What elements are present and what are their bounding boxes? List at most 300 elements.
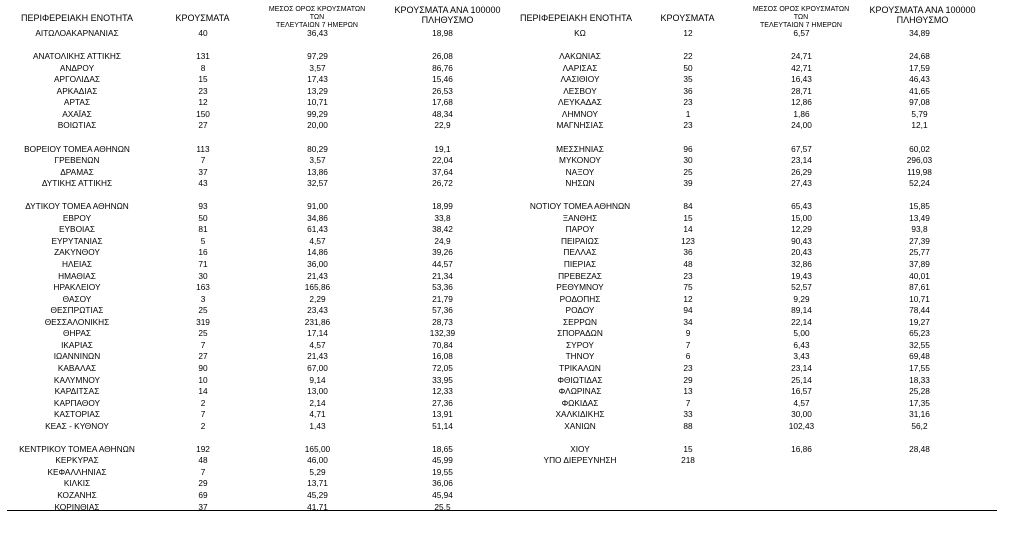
cell-region: ΚΑΛΥΜΝΟΥ [53, 374, 101, 385]
cell-region: ΒΟΙΩΤΙΑΣ [57, 120, 97, 131]
cell-cases: 218 [681, 455, 695, 466]
cell-region: ΚΑΡΔΙΤΣΑΣ [54, 386, 100, 397]
cell-per100k: 46,43 [909, 74, 930, 85]
table-row [0, 74, 510, 85]
cell-per100k: 13,49 [909, 212, 930, 223]
cell-avg7: 41,71 [307, 501, 328, 512]
cell-per100k: 36,06 [432, 478, 453, 489]
cell-cases: 15 [683, 443, 693, 454]
cell-cases: 9 [685, 328, 691, 339]
cell-per100k: 19,55 [432, 466, 453, 477]
cell-per100k: 132,39 [429, 328, 456, 339]
cell-cases: 25 [198, 328, 208, 339]
cell-per100k: 72,05 [432, 362, 453, 373]
cell-cases: 15 [683, 212, 693, 223]
right-header-cases: ΚΡΟΥΣΜΑΤΑ [660, 13, 715, 23]
cell-avg7: 5,29 [309, 466, 326, 477]
table-row [500, 97, 1010, 108]
table-row [0, 398, 510, 409]
cell-per100k: 15,46 [432, 74, 453, 85]
left-header-region: ΠΕΡΙΦΕΡΕΙΑΚΗ ΕΝΟΤΗΤΑ [20, 13, 134, 23]
table-row [0, 247, 510, 258]
cell-cases: 7 [200, 339, 206, 350]
cell-cases: 12 [198, 97, 208, 108]
cell-avg7: 34,86 [307, 212, 328, 223]
cell-avg7: 26,29 [791, 166, 812, 177]
cell-cases: 22 [683, 51, 693, 62]
cell-avg7: 4,57 [793, 397, 810, 408]
cell-cases: 29 [198, 478, 208, 489]
cell-avg7: 21,43 [307, 351, 328, 362]
table-row [500, 144, 1010, 155]
cell-per100k: 17,55 [909, 362, 930, 373]
cell-region: ΜΕΣΣΗΝΙΑΣ [556, 143, 604, 154]
right-header-region: ΠΕΡΙΦΕΡΕΙΑΚΗ ΕΝΟΤΗΤΑ [519, 13, 633, 23]
cell-region: ΙΩΑΝΝΙΝΩΝ [53, 351, 101, 362]
cell-avg7: 36,43 [307, 28, 328, 38]
cell-avg7: 21,43 [307, 270, 328, 281]
cell-region: ΛΑΡΙΣΑΣ [562, 62, 598, 73]
table-row [500, 28, 1010, 39]
table-row [0, 305, 510, 316]
cell-region: ΑΝΑΤΟΛΙΚΗΣ ΑΤΤΙΚΗΣ [32, 51, 122, 62]
cell-region: ΛΕΥΚΑΔΑΣ [558, 97, 602, 108]
table-row [0, 144, 510, 155]
cell-avg7: 13,29 [307, 85, 328, 96]
cell-avg7: 27,43 [791, 178, 812, 189]
table-row [0, 97, 510, 108]
cell-region: ΚΕΦΑΛΛΗΝΙΑΣ [47, 466, 107, 477]
cell-per100k: 32,55 [909, 339, 930, 350]
cell-per100k: 12,1 [911, 120, 928, 131]
cell-per100k: 21,79 [432, 293, 453, 304]
cell-cases: 23 [683, 362, 693, 373]
cell-region: ΑΡΓΟΛΙΔΑΣ [54, 74, 100, 85]
left-header-cases: ΚΡΟΥΣΜΑΤΑ [175, 13, 230, 23]
cell-avg7: 91,00 [307, 201, 328, 212]
cell-avg7: 30,00 [791, 409, 812, 420]
cell-cases: 23 [683, 97, 693, 108]
cell-per100k: 119,98 [907, 166, 932, 177]
cell-per100k: 18,99 [432, 201, 453, 212]
cell-cases: 12 [683, 28, 693, 38]
right-header-per100k-line1: ΚΡΟΥΣΜΑΤΑ ΑΝΑ 100000 [869, 5, 976, 15]
cell-avg7: 52,57 [791, 282, 812, 293]
cell-region: ΝΗΣΩΝ [565, 178, 595, 189]
cell-cases: 71 [198, 259, 208, 269]
cell-cases: 14 [198, 386, 208, 397]
cell-avg7: 4,71 [309, 409, 326, 420]
cell-per100k: 26,08 [432, 51, 453, 62]
cell-per100k: 27,39 [909, 235, 930, 246]
cell-per100k: 44,57 [432, 259, 453, 269]
table-row [500, 259, 1010, 270]
cell-avg7: 99,29 [307, 108, 328, 119]
cell-avg7: 2,29 [309, 293, 326, 304]
right-header-per100k [865, 5, 980, 25]
cell-region: ΛΗΜΝΟΥ [561, 108, 599, 119]
cell-per100k: 56,2 [911, 420, 928, 431]
cell-per100k: 65,23 [909, 328, 930, 339]
cell-per100k: 16,08 [432, 351, 453, 362]
cell-avg7: 24,00 [791, 120, 812, 131]
table-row [500, 351, 1010, 362]
cell-region: ΠΕΙΡΑΙΩΣ [561, 235, 599, 246]
cell-region: ΒΟΡΕΙΟΥ ΤΟΜΕΑ ΑΘΗΝΩΝ [24, 143, 130, 154]
cell-avg7: 1,43 [309, 420, 326, 431]
cell-per100k: 22,04 [432, 155, 453, 166]
table-row [500, 455, 1010, 466]
cell-cases: 37 [198, 166, 208, 177]
cell-cases: 8 [200, 62, 206, 73]
cell-cases: 13 [683, 386, 693, 397]
cell-per100k: 93,8 [911, 224, 928, 235]
cell-per100k: 70,84 [432, 339, 453, 350]
cell-per100k: 22,9 [434, 120, 451, 131]
cell-avg7: 36,00 [307, 259, 328, 269]
cell-cases: 75 [683, 282, 693, 293]
cell-per100k: 5,79 [911, 108, 928, 119]
cell-avg7: 90,43 [791, 235, 812, 246]
cell-avg7: 17,43 [307, 74, 328, 85]
table-row [500, 247, 1010, 258]
cell-cases: 16 [198, 247, 208, 258]
cell-avg7: 46,00 [307, 455, 328, 466]
cell-region: ΜΥΚΟΝΟΥ [559, 155, 601, 166]
table-row [0, 86, 510, 97]
cell-per100k: 18,65 [432, 443, 453, 454]
table-row [500, 213, 1010, 224]
cell-region: ΣΕΡΡΩΝ [563, 316, 597, 327]
table-row [0, 120, 510, 131]
cell-cases: 43 [198, 178, 208, 189]
cell-avg7: 9,14 [309, 374, 326, 385]
cell-cases: 12 [683, 293, 693, 304]
cell-per100k: 51,14 [432, 420, 453, 431]
table-row [0, 271, 510, 282]
cell-cases: 33 [683, 409, 693, 420]
cell-region: ΣΠΟΡΑΔΩΝ [557, 328, 603, 339]
table-row [0, 109, 510, 120]
table-row [500, 109, 1010, 120]
table-row [0, 178, 510, 189]
cell-avg7: 42,71 [791, 62, 812, 73]
cell-cases: 25 [683, 166, 693, 177]
table-row [0, 328, 510, 339]
left-header-per100k-line2: ΠΛΗΘΥΣΜΟ [421, 15, 474, 25]
cell-region: ΛΑΚΩΝΙΑΣ [559, 51, 601, 62]
left-header-avg7-line2: ΤΕΛΕΥΤΑΙΩΝ 7 ΗΜΕΡΩΝ [276, 22, 358, 29]
cell-avg7: 23,14 [791, 155, 812, 166]
table-row [500, 305, 1010, 316]
cell-region: ΚΟΡΙΝΘΙΑΣ [54, 501, 100, 512]
cell-per100k: 52,24 [909, 178, 930, 189]
cell-region: ΥΠΟ ΔΙΕΡΕΥΝΗΣΗ [543, 455, 617, 466]
cell-cases: 69 [198, 490, 208, 500]
cell-per100k: 24,9 [434, 235, 451, 246]
right-header-avg7-line2: ΤΕΛΕΥΤΑΙΩΝ 7 ΗΜΕΡΩΝ [760, 22, 842, 29]
table-row [0, 155, 510, 166]
left-header-per100k [390, 5, 505, 25]
table-row [0, 478, 510, 489]
cell-region: ΞΑΝΘΗΣ [562, 212, 598, 223]
cell-region: ΦΘΙΩΤΙΔΑΣ [557, 374, 603, 385]
cell-avg7: 15,00 [791, 212, 812, 223]
table-row [500, 340, 1010, 351]
cell-avg7: 1,86 [793, 108, 810, 119]
cell-region: ΛΑΣΙΘΙΟΥ [560, 74, 600, 85]
cell-per100k: 24,68 [909, 51, 930, 62]
cell-avg7: 17,14 [307, 328, 328, 339]
cell-region: ΧΑΝΙΩΝ [564, 420, 596, 431]
cell-per100k: 41,65 [909, 85, 930, 96]
cell-avg7: 67,00 [307, 362, 328, 373]
cell-per100k: 34,89 [909, 28, 930, 38]
cell-avg7: 45,29 [307, 490, 328, 500]
cell-region: ΠΙΕΡΙΑΣ [563, 259, 597, 269]
table-row [0, 28, 510, 39]
cell-cases: 50 [198, 212, 208, 223]
cell-region: ΧΑΛΚΙΔΙΚΗΣ [555, 409, 605, 420]
cell-cases: 96 [683, 143, 693, 154]
cell-cases: 10 [198, 374, 208, 385]
table-row [0, 282, 510, 293]
cell-region: ΧΙΟΥ [570, 443, 590, 454]
cell-per100k: 45,99 [432, 455, 453, 466]
cell-per100k: 296,03 [906, 155, 933, 166]
cell-per100k: 25,77 [909, 247, 930, 258]
cell-region: ΕΥΒΟΙΑΣ [58, 224, 96, 235]
cell-cases: 319 [196, 316, 210, 327]
table-row [0, 351, 510, 362]
cell-per100k: 38,42 [432, 224, 453, 235]
cell-cases: 30 [198, 270, 208, 281]
cell-per100k: 97,08 [909, 97, 930, 108]
cell-avg7: 16,57 [791, 386, 812, 397]
cell-avg7: 61,43 [307, 224, 328, 235]
cell-cases: 123 [681, 235, 695, 246]
cell-avg7: 14,86 [307, 247, 328, 258]
cell-per100k: 18,33 [909, 374, 930, 385]
table-row [0, 444, 510, 455]
cell-avg7: 16,86 [791, 443, 812, 454]
cell-per100k: 17,59 [909, 62, 930, 73]
cell-cases: 25 [198, 305, 208, 316]
cell-cases: 94 [683, 305, 693, 316]
cell-avg7: 165,00 [304, 443, 331, 454]
cell-cases: 34 [683, 316, 693, 327]
cell-cases: 163 [196, 282, 210, 293]
cell-cases: 23 [198, 85, 208, 96]
cell-cases: 7 [685, 397, 691, 408]
cell-region: ΛΕΣΒΟΥ [563, 85, 597, 96]
cell-region: ΚΕΡΚΥΡΑΣ [55, 455, 99, 466]
cell-avg7: 20,43 [791, 247, 812, 258]
cell-cases: 150 [196, 108, 210, 119]
cell-cases: 7 [200, 155, 206, 166]
cell-region: ΘΕΣΣΑΛΟΝΙΚΗΣ [44, 316, 110, 327]
cell-per100k: 37,64 [432, 166, 453, 177]
cell-avg7: 89,14 [791, 305, 812, 316]
cell-region: ΠΡΕΒΕΖΑΣ [558, 270, 602, 281]
cell-per100k: 18,98 [432, 28, 453, 38]
table-row [0, 455, 510, 466]
cell-cases: 7 [200, 409, 206, 420]
cell-region: ΚΑΣΤΟΡΙΑΣ [53, 409, 101, 420]
table-row [0, 236, 510, 247]
cell-per100k: 15,85 [909, 201, 930, 212]
right-header-avg7 [746, 6, 856, 30]
cell-region: ΜΑΓΝΗΣΙΑΣ [556, 120, 604, 131]
cell-cases: 1 [685, 108, 691, 119]
cell-avg7: 19,43 [791, 270, 812, 281]
cell-per100k: 25,28 [909, 386, 930, 397]
table-row [500, 155, 1010, 166]
cell-region: ΠΕΛΛΑΣ [563, 247, 597, 258]
cell-avg7: 65,43 [791, 201, 812, 212]
table-row [500, 317, 1010, 328]
table-row [500, 386, 1010, 397]
cell-cases: 3 [200, 293, 206, 304]
table-row [0, 63, 510, 74]
right-header-avg7-line1: ΜΕΣΟΣ ΟΡΟΣ ΚΡΟΥΣΜΑΤΩΝ ΤΩΝ [752, 6, 850, 21]
cell-cases: 88 [683, 420, 693, 431]
table-row [500, 363, 1010, 374]
cell-per100k: 19,1 [434, 143, 451, 154]
cell-per100k: 86,76 [432, 62, 453, 73]
cell-avg7: 102,43 [788, 420, 815, 431]
cell-cases: 23 [683, 120, 693, 131]
cell-cases: 6 [685, 351, 691, 362]
cell-region: ΚΑΡΠΑΘΟΥ [53, 397, 101, 408]
cell-cases: 50 [683, 62, 693, 73]
cell-per100k: 60,02 [909, 143, 930, 154]
table-row [500, 398, 1010, 409]
cell-per100k: 21,34 [432, 270, 453, 281]
cell-region: ΚΑΒΑΛΑΣ [57, 362, 97, 373]
cell-per100k: 17,35 [909, 397, 930, 408]
table-row [500, 294, 1010, 305]
cell-per100k: 33,8 [434, 212, 451, 223]
cell-cases: 23 [683, 270, 693, 281]
cell-cases: 15 [198, 74, 208, 85]
table-row [500, 271, 1010, 282]
table-row [500, 63, 1010, 74]
cell-avg7: 20,00 [307, 120, 328, 131]
table-row [500, 51, 1010, 62]
cell-region: ΝΑΞΟΥ [565, 166, 595, 177]
cell-per100k: 26,53 [432, 85, 453, 96]
cell-cases: 5 [200, 235, 206, 246]
table-row [0, 167, 510, 178]
cell-cases: 48 [683, 259, 693, 269]
left-header-avg7-line1: ΜΕΣΟΣ ΟΡΟΣ ΚΡΟΥΣΜΑΤΩΝ ΤΩΝ [268, 6, 366, 21]
cell-region: ΓΡΕΒΕΝΩΝ [54, 155, 100, 166]
cell-avg7: 97,29 [307, 51, 328, 62]
cell-cases: 131 [196, 51, 210, 62]
cell-region: ΚΕΑΣ - ΚΥΘΝΟΥ [45, 420, 109, 431]
cell-per100k: 17,68 [432, 97, 453, 108]
table-row [500, 409, 1010, 420]
cell-avg7: 23,43 [307, 305, 328, 316]
cell-region: ΔΡΑΜΑΣ [60, 166, 94, 177]
cell-avg7: 4,57 [309, 339, 326, 350]
cell-region: ΙΚΑΡΙΑΣ [61, 339, 93, 350]
cell-avg7: 12,29 [791, 224, 812, 235]
table-row [500, 282, 1010, 293]
cell-per100k: 45,94 [432, 490, 453, 500]
cell-avg7: 28,71 [791, 85, 812, 96]
table-row [500, 328, 1010, 339]
cell-avg7: 13,86 [307, 166, 328, 177]
table-row [500, 86, 1010, 97]
cell-avg7: 3,57 [309, 62, 326, 73]
cell-avg7: 32,57 [307, 178, 328, 189]
table-row [0, 421, 510, 432]
cell-region: ΚΕΝΤΡΙΚΟΥ ΤΟΜΕΑ ΑΘΗΝΩΝ [19, 443, 135, 454]
cell-cases: 7 [200, 466, 206, 477]
cell-region: ΔΥΤΙΚΗΣ ΑΤΤΙΚΗΣ [41, 178, 113, 189]
cell-avg7: 231,86 [304, 316, 331, 327]
cell-avg7: 24,71 [791, 51, 812, 62]
cell-cases: 2 [200, 397, 206, 408]
cell-region: ΤΡΙΚΑΛΩΝ [559, 362, 601, 373]
cell-per100k: 57,36 [432, 305, 453, 316]
table-row [500, 201, 1010, 212]
cell-region: ΠΑΡΟΥ [565, 224, 595, 235]
cell-avg7: 6,57 [793, 28, 810, 38]
table-row [0, 213, 510, 224]
table-row [0, 294, 510, 305]
cell-avg7: 12,86 [791, 97, 812, 108]
cell-avg7: 32,86 [791, 259, 812, 269]
cell-per100k: 37,89 [909, 259, 930, 269]
cell-per100k: 13,91 [432, 409, 453, 420]
cell-avg7: 16,43 [791, 74, 812, 85]
cell-cases: 30 [683, 155, 693, 166]
cell-avg7: 6,43 [793, 339, 810, 350]
cell-avg7: 13,71 [307, 478, 328, 489]
cell-per100k: 33,95 [432, 374, 453, 385]
cell-region: ΘΗΡΑΣ [62, 328, 92, 339]
cell-per100k: 28,73 [432, 316, 453, 327]
cell-cases: 14 [683, 224, 693, 235]
cell-per100k: 69,48 [909, 351, 930, 362]
table-row [500, 74, 1010, 85]
left-header-per100k-line1: ΚΡΟΥΣΜΑΤΑ ΑΝΑ 100000 [394, 5, 501, 15]
cell-region: ΖΑΚΥΝΘΟΥ [54, 247, 100, 258]
cell-region: ΑΧΑΪΑΣ [62, 108, 92, 119]
table-row [500, 120, 1010, 131]
cell-per100k: 25,5 [434, 501, 451, 512]
cell-cases: 48 [198, 455, 208, 466]
cell-region: ΤΗΝΟΥ [565, 351, 595, 362]
cell-region: ΡΟΔΟΠΗΣ [559, 293, 601, 304]
cell-region: ΑΡΤΑΣ [63, 97, 91, 108]
cell-avg7: 10,71 [307, 97, 328, 108]
table-row [0, 467, 510, 478]
cell-avg7: 165,86 [304, 282, 331, 293]
cell-avg7: 4,57 [309, 235, 326, 246]
cell-per100k: 26,72 [432, 178, 453, 189]
cell-cases: 29 [683, 374, 693, 385]
table-row [0, 201, 510, 212]
cell-per100k: 10,71 [909, 293, 930, 304]
table-row [0, 386, 510, 397]
cell-region: ΔΥΤΙΚΟΥ ΤΟΜΕΑ ΑΘΗΝΩΝ [25, 201, 129, 212]
cell-per100k: 87,61 [909, 282, 930, 293]
cell-cases: 84 [683, 201, 693, 212]
